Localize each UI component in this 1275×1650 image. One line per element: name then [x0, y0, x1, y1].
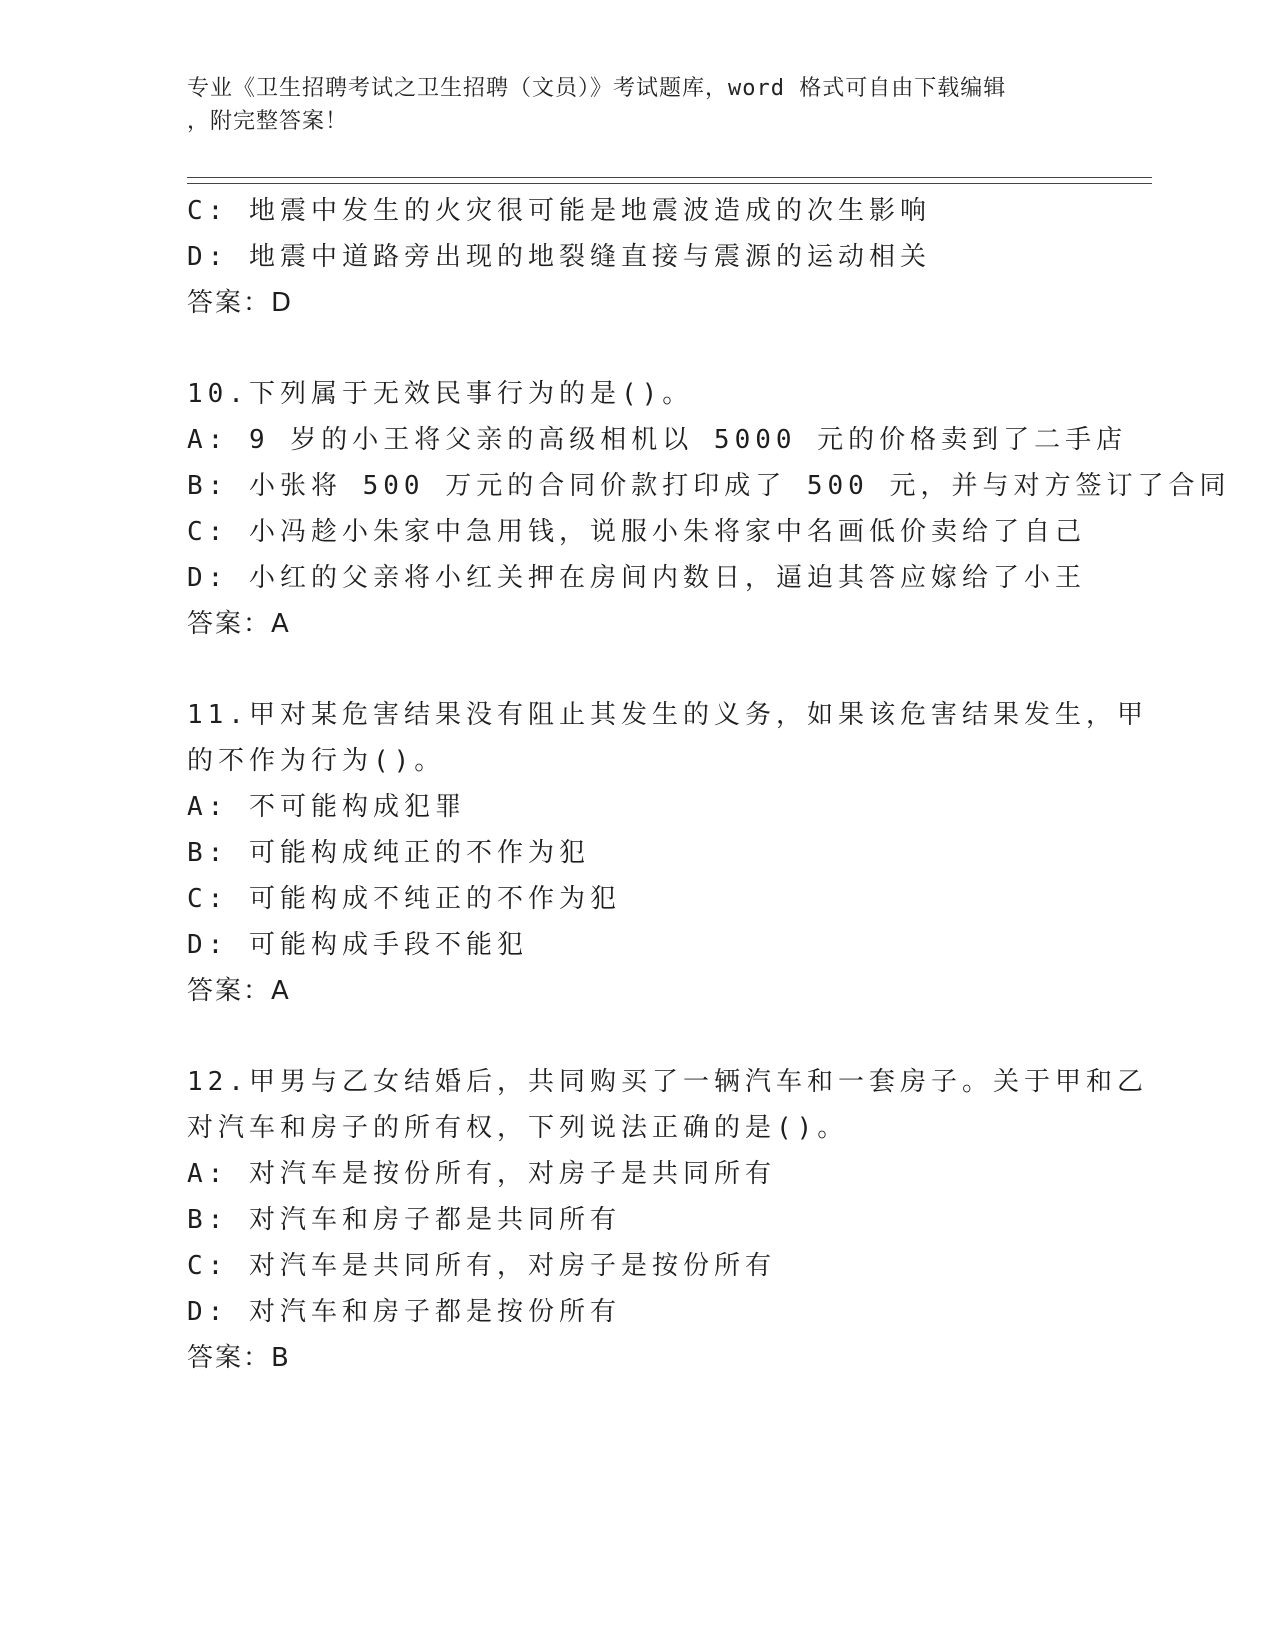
option-c: C: 小冯趁小朱家中急用钱，说服小朱将家中名画低价卖给了自己: [187, 517, 1086, 547]
document-header: [187, 72, 1067, 138]
question-list: [187, 188, 1231, 1381]
option-a: A: 9 岁的小王将父亲的高级相机以 5000 元的价格卖到了二手店: [187, 425, 1128, 455]
answer: 答案：D: [187, 288, 294, 318]
header-divider-top: [187, 177, 1152, 178]
question-stem-line-2: 的不作为行为()。: [187, 746, 446, 776]
option-b: B: 可能构成纯正的不作为犯: [187, 838, 590, 868]
question-stem: 10.下列属于无效民事行为的是()。: [187, 379, 694, 409]
option-d: D: 可能构成手段不能犯: [187, 930, 528, 960]
spacer: [187, 1014, 1087, 1059]
option-a: A: 对汽车是按份所有，对房子是共同所有: [187, 1159, 776, 1189]
answer: 答案：A: [187, 976, 291, 1006]
option-b: B: 对汽车和房子都是共同所有: [187, 1205, 621, 1235]
option-d: D: 小红的父亲将小红关押在房间内数日，逼迫其答应嫁给了小王: [187, 563, 1086, 593]
option-a: A: 不可能构成犯罪: [187, 792, 466, 822]
header-line-1: 专业《卫生招聘考试之卫生招聘（文员）》考试题库，word 格式可自由下载编辑: [187, 76, 1007, 101]
answer: 答案：A: [187, 609, 291, 639]
option-c: C: 可能构成不纯正的不作为犯: [187, 884, 621, 914]
option-d: D: 地震中道路旁出现的地裂缝直接与震源的运动相关: [187, 242, 931, 272]
header-line-2: ，附完整答案！: [187, 109, 349, 134]
option-d: D: 对汽车和房子都是按份所有: [187, 1297, 621, 1327]
question-11: [187, 692, 1148, 1014]
option-b: B: 小张将 500 万元的合同价款打印成了 500 元，并与对方签订了合同: [187, 471, 1231, 501]
header-divider-bottom: [187, 183, 1152, 184]
question-stem-line-1: 12.甲男与乙女结婚后，共同购买了一辆汽车和一套房子。关于甲和乙: [187, 1067, 1148, 1097]
option-c: C: 对汽车是共同所有，对房子是按份所有: [187, 1251, 776, 1281]
spacer: [187, 647, 1087, 692]
question-10: [187, 371, 1231, 647]
question-9: [187, 188, 1087, 326]
option-c: C: 地震中发生的火灾很可能是地震波造成的次生影响: [187, 196, 931, 226]
answer: 答案：B: [187, 1343, 291, 1373]
spacer: [187, 326, 1087, 371]
question-stem-line-1: 11.甲对某危害结果没有阻止其发生的义务，如果该危害结果发生，甲: [187, 700, 1148, 730]
question-12: [187, 1059, 1148, 1381]
question-stem-line-2: 对汽车和房子的所有权，下列说法正确的是()。: [187, 1113, 849, 1143]
